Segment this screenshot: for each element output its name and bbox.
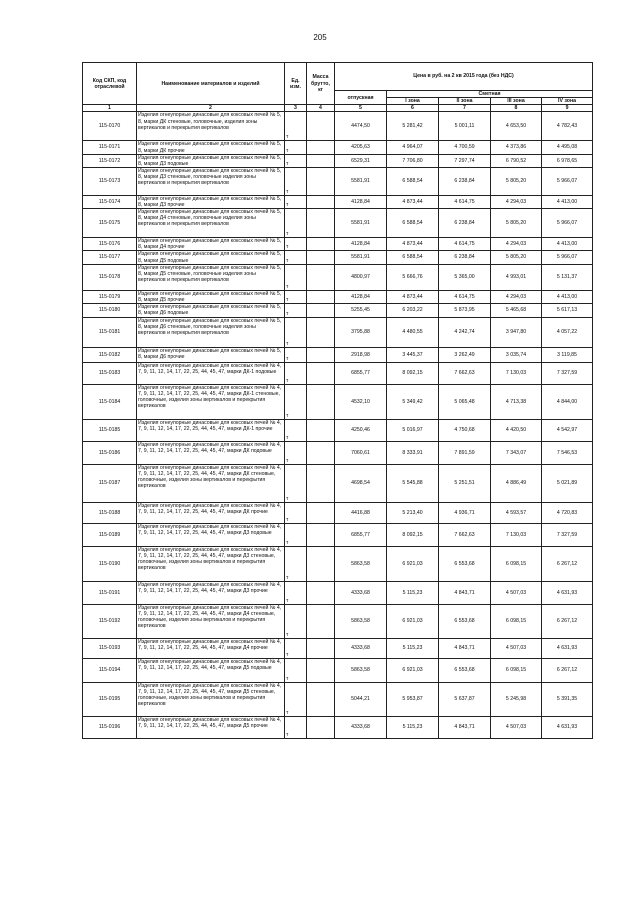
row-code: 115-0188 [83,502,137,523]
row-mass [307,604,335,638]
row-mass [307,419,335,441]
row-zone-3-price: 3 035,74 [491,347,542,362]
column-number: 4 [307,105,335,112]
row-zone-3-price: 4 713,38 [491,384,542,419]
row-unit: т [285,251,307,264]
row-zone-1-price: 4 964,07 [387,141,439,154]
row-mass [307,167,335,195]
row-zone-1-price: 8 092,15 [387,362,439,384]
row-zone-3-price: 7 130,03 [491,362,542,384]
table-row [83,141,593,154]
row-release-price: 2918,98 [335,347,387,362]
row-unit: т [285,195,307,208]
row-mass [307,238,335,251]
row-release-price: 5581,91 [335,209,387,238]
table-row [83,195,593,208]
row-zone-3-price: 6 098,15 [491,604,542,638]
row-zone-1-price: 6 921,03 [387,604,439,638]
row-zone-2-price: 4 614,75 [439,195,491,208]
row-release-price: 5581,91 [335,167,387,195]
row-unit: т [285,384,307,419]
row-code: 115-0181 [83,317,137,347]
row-zone-1-price: 5 281,42 [387,112,439,141]
row-release-price: 4250,46 [335,419,387,441]
row-code: 115-0174 [83,195,137,208]
row-unit: т [285,290,307,303]
row-zone-2-price: 4 614,75 [439,238,491,251]
row-zone-2-price: 5 001,11 [439,112,491,141]
row-unit: т [285,464,307,502]
table-row [83,167,593,195]
row-zone-4-price: 5 617,13 [542,303,593,317]
row-unit: т [285,419,307,441]
table-row [83,716,593,738]
row-mass [307,658,335,682]
row-zone-3-price: 7 130,03 [491,523,542,546]
row-zone-2-price: 4 843,71 [439,581,491,604]
row-name: Изделия огнеупорные динасовые для коксовых печей № 5, 8, марки Д5 стеновые, головочные изделия зоны вертикалов и перекрытия вертикалов [137,264,285,290]
page-number: 205 [313,33,327,42]
header-zone-3: III зона [491,98,542,105]
row-mass [307,112,335,141]
row-name: Изделия огнеупорные динасовые для коксовых печей № 5, 8, марки Д4 прочие [137,238,285,251]
row-unit: т [285,658,307,682]
row-zone-3-price: 6 790,52 [491,154,542,167]
row-zone-3-price: 7 343,07 [491,441,542,464]
row-zone-4-price: 4 413,00 [542,238,593,251]
row-zone-3-price: 4 653,50 [491,112,542,141]
header-zone-4: IV зона [542,98,593,105]
row-unit: т [285,546,307,581]
row-zone-3-price: 5 465,68 [491,303,542,317]
row-unit: т [285,141,307,154]
row-zone-4-price: 5 021,89 [542,464,593,502]
row-name: Изделия огнеупорные динасовые для коксовых печей № 4, 7, 9, 11, 12, 14, 17, 22, 25, 44, 45, 47, марки Д3 стеновые, головочные, изделия зоны вертикалов и перекрытия вертикалов [137,546,285,581]
table-row [83,264,593,290]
row-release-price: 7060,61 [335,441,387,464]
row-zone-1-price: 6 921,03 [387,546,439,581]
row-zone-2-price: 4 700,59 [439,141,491,154]
row-zone-3-price: 4 593,57 [491,502,542,523]
row-zone-1-price: 8 333,91 [387,441,439,464]
row-unit: т [285,238,307,251]
row-zone-3-price: 5 805,20 [491,251,542,264]
row-zone-4-price: 5 966,07 [542,209,593,238]
row-zone-3-price: 5 805,20 [491,167,542,195]
row-zone-2-price: 4 936,71 [439,502,491,523]
price-table [82,62,593,739]
table-row [83,238,593,251]
row-release-price: 5863,58 [335,658,387,682]
row-zone-4-price: 6 267,12 [542,546,593,581]
row-zone-2-price: 4 242,74 [439,317,491,347]
row-name: Изделия огнеупорные динасовые для коксовых печей № 4, 7, 9, 11, 12, 14, 17, 22, 25, 44, 45, 47, марки Д5 стеновые, головочные, изделия зоны вертикалов и перекрытия вертикалов [137,682,285,716]
row-zone-4-price: 4 844,00 [542,384,593,419]
column-number: 8 [491,105,542,112]
row-mass [307,303,335,317]
table-row [83,441,593,464]
header-release: отпускная [335,91,387,105]
table-row [83,682,593,716]
row-zone-4-price: 7 327,59 [542,362,593,384]
row-zone-4-price: 6 267,12 [542,604,593,638]
row-name: Изделия огнеупорные динасовые для коксовых печей № 4, 7, 9, 11, 12, 14, 17, 22, 25, 44, 45, 47, марки ДК-1 прочие [137,419,285,441]
row-zone-1-price: 6 203,22 [387,303,439,317]
row-zone-4-price: 7 546,53 [542,441,593,464]
row-code: 115-0190 [83,546,137,581]
row-zone-4-price: 4 542,97 [542,419,593,441]
table-row [83,347,593,362]
row-zone-3-price: 4 507,03 [491,638,542,658]
row-code: 115-0170 [83,112,137,141]
row-name: Изделия огнеупорные динасовые для коксовых печей № 5, 8, марки Д4 стеновые, головочные изделия зоны вертикалов и перекрытия вертикалов [137,209,285,238]
row-zone-4-price: 4 631,93 [542,716,593,738]
table-row [83,209,593,238]
table-header [83,63,593,112]
row-zone-1-price: 4 873,44 [387,195,439,208]
table-row [83,502,593,523]
row-mass [307,502,335,523]
row-zone-1-price: 4 873,44 [387,290,439,303]
row-code: 115-0186 [83,441,137,464]
row-zone-4-price: 3 119,85 [542,347,593,362]
row-zone-3-price: 5 805,20 [491,209,542,238]
table-row [83,154,593,167]
column-number: 6 [387,105,439,112]
table-body [83,112,593,739]
row-mass [307,154,335,167]
row-zone-3-price: 6 098,15 [491,658,542,682]
row-zone-4-price: 6 267,12 [542,658,593,682]
row-zone-4-price: 4 631,93 [542,581,593,604]
row-unit: т [285,154,307,167]
row-name: Изделия огнеупорные динасовые для коксовых печей № 4, 7, 9, 11, 12, 14, 17, 22, 25, 44, 45, 47, марки Д4 прочие [137,638,285,658]
row-zone-2-price: 6 553,68 [439,546,491,581]
row-zone-4-price: 4 413,00 [542,290,593,303]
row-unit: т [285,209,307,238]
row-zone-1-price: 4 873,44 [387,238,439,251]
row-zone-1-price: 5 016,97 [387,419,439,441]
row-zone-1-price: 5 545,88 [387,464,439,502]
row-zone-1-price: 5 953,87 [387,682,439,716]
row-code: 115-0195 [83,682,137,716]
header-unit: Ед. изм. [285,63,307,105]
row-release-price: 6855,77 [335,362,387,384]
row-mass [307,546,335,581]
row-mass [307,317,335,347]
column-numbers-row [83,105,593,112]
row-zone-4-price: 5 966,07 [542,251,593,264]
row-zone-4-price: 4 782,43 [542,112,593,141]
row-unit: т [285,682,307,716]
table-row [83,251,593,264]
row-name: Изделия огнеупорные динасовые для коксовых печей № 5, 8, марки Д6 прочие [137,347,285,362]
row-zone-4-price: 5 966,07 [542,167,593,195]
row-zone-3-price: 6 098,15 [491,546,542,581]
row-mass [307,251,335,264]
header-estimate: Сметная [387,91,593,98]
row-zone-2-price: 7 662,63 [439,523,491,546]
row-name: Изделия огнеупорные динасовые для коксовых печей № 5, 8, марки Д5 подовые [137,251,285,264]
row-zone-3-price: 5 245,98 [491,682,542,716]
row-unit: т [285,167,307,195]
row-unit: т [285,347,307,362]
table-row [83,112,593,141]
row-mass [307,464,335,502]
row-name: Изделия огнеупорные динасовые для коксовых печей № 4, 7, 9, 11, 12, 14, 17, 22, 25, 44, 45, 47, марки ДК прочие [137,502,285,523]
table-row [83,362,593,384]
header-zone-2: II зона [439,98,491,105]
row-zone-2-price: 5 365,00 [439,264,491,290]
row-zone-4-price: 4 413,00 [542,195,593,208]
row-zone-4-price: 5 131,37 [542,264,593,290]
row-zone-2-price: 3 262,49 [439,347,491,362]
row-release-price: 4333,68 [335,716,387,738]
row-zone-2-price: 5 065,48 [439,384,491,419]
row-unit: т [285,264,307,290]
table-row [83,290,593,303]
row-zone-4-price: 7 327,59 [542,523,593,546]
row-zone-1-price: 5 115,23 [387,638,439,658]
row-code: 115-0194 [83,658,137,682]
row-name: Изделия огнеупорные динасовые для коксовых печей № 5, 8, марки ДК стеновые, головочные, изделия зоны вертикалов и перекрытия вертикалов [137,112,285,141]
row-zone-3-price: 4 294,03 [491,238,542,251]
row-name: Изделия огнеупорные динасовые для коксовых печей № 4, 7, 9, 11, 12, 14, 17, 22, 25, 44, 45, 47, марки Д3 прочие [137,581,285,604]
row-mass [307,362,335,384]
row-zone-3-price: 4 886,49 [491,464,542,502]
row-zone-3-price: 4 373,86 [491,141,542,154]
row-mass [307,682,335,716]
row-release-price: 4416,88 [335,502,387,523]
row-code: 115-0182 [83,347,137,362]
row-mass [307,290,335,303]
row-release-price: 4333,68 [335,638,387,658]
row-zone-4-price: 4 057,22 [542,317,593,347]
row-zone-1-price: 6 588,54 [387,167,439,195]
row-zone-1-price: 3 445,37 [387,347,439,362]
row-zone-2-price: 4 750,68 [439,419,491,441]
row-zone-4-price: 4 495,08 [542,141,593,154]
row-zone-4-price: 4 720,83 [542,502,593,523]
row-zone-2-price: 4 614,75 [439,290,491,303]
row-unit: т [285,303,307,317]
row-name: Изделия огнеупорные динасовые для коксовых печей № 5, 8, марки Д3 подовые [137,154,285,167]
row-zone-1-price: 6 588,54 [387,251,439,264]
row-code: 115-0173 [83,167,137,195]
row-name: Изделия огнеупорные динасовые для коксовых печей № 5, 8, марки Д3 прочие [137,195,285,208]
column-number: 5 [335,105,387,112]
row-zone-2-price: 4 843,71 [439,638,491,658]
table-row [83,384,593,419]
row-name: Изделия огнеупорные динасовые для коксовых печей № 5, 8, марки Д5 прочие [137,290,285,303]
row-code: 115-0178 [83,264,137,290]
row-zone-1-price: 6 921,03 [387,658,439,682]
row-unit: т [285,441,307,464]
row-zone-1-price: 5 666,76 [387,264,439,290]
table-row [83,546,593,581]
row-code: 115-0179 [83,290,137,303]
column-number: 2 [137,105,285,112]
row-mass [307,638,335,658]
row-unit: т [285,502,307,523]
row-zone-3-price: 3 947,80 [491,317,542,347]
row-name: Изделия огнеупорные динасовые для коксовых печей № 5, 8, марки Д3 стеновые, головочные изделия зоны вертикалов и перекрытия вертикалов [137,167,285,195]
row-code: 115-0193 [83,638,137,658]
row-release-price: 6529,31 [335,154,387,167]
row-zone-2-price: 7 662,63 [439,362,491,384]
row-zone-1-price: 5 349,42 [387,384,439,419]
row-code: 115-0189 [83,523,137,546]
row-release-price: 5255,45 [335,303,387,317]
row-release-price: 4128,84 [335,195,387,208]
row-release-price: 5581,91 [335,251,387,264]
row-code: 115-0175 [83,209,137,238]
table-row [83,658,593,682]
table-row [83,638,593,658]
row-release-price: 5863,58 [335,546,387,581]
row-zone-1-price: 5 115,23 [387,581,439,604]
row-name: Изделия огнеупорные динасовые для коксовых печей № 4, 7, 9, 11, 12, 14, 17, 22, 25, 44, 45, 47, марки ДК подовые [137,441,285,464]
row-code: 115-0187 [83,464,137,502]
table-row [83,523,593,546]
row-code: 115-0191 [83,581,137,604]
row-release-price: 5863,58 [335,604,387,638]
row-zone-2-price: 4 843,71 [439,716,491,738]
row-zone-4-price: 5 391,35 [542,682,593,716]
row-zone-3-price: 4 294,03 [491,290,542,303]
row-code: 115-0184 [83,384,137,419]
row-unit: т [285,317,307,347]
row-name: Изделия огнеупорные динасовые для коксовых печей № 4, 7, 9, 11, 12, 14, 17, 22, 25, 44, 45, 47, марки Д3 подовые [137,523,285,546]
row-zone-4-price: 6 978,65 [542,154,593,167]
row-release-price: 4800,97 [335,264,387,290]
row-mass [307,209,335,238]
row-zone-3-price: 4 993,01 [491,264,542,290]
row-unit: т [285,716,307,738]
row-zone-1-price: 8 092,15 [387,523,439,546]
row-zone-3-price: 4 507,03 [491,716,542,738]
header-price: Цена в руб. на 2 кв 2015 года (без НДС) [335,63,593,91]
header-code: Код СКП, код отраслевой [83,63,137,105]
row-unit: т [285,112,307,141]
row-zone-2-price: 6 553,68 [439,658,491,682]
table-row [83,464,593,502]
row-name: Изделия огнеупорные динасовые для коксовых печей № 4, 7, 9, 11, 12, 14, 17, 22, 25, 44, 45, 47, марки ДК-1 подовые [137,362,285,384]
table-row [83,317,593,347]
row-release-price: 4474,50 [335,112,387,141]
row-mass [307,347,335,362]
row-zone-1-price: 5 213,40 [387,502,439,523]
table-row [83,419,593,441]
row-unit: т [285,362,307,384]
row-unit: т [285,523,307,546]
row-code: 115-0185 [83,419,137,441]
row-zone-2-price: 6 238,84 [439,251,491,264]
table-row [83,604,593,638]
table-row [83,581,593,604]
row-zone-1-price: 5 115,23 [387,716,439,738]
row-zone-3-price: 4 507,03 [491,581,542,604]
column-number: 1 [83,105,137,112]
row-zone-3-price: 4 294,03 [491,195,542,208]
row-name: Изделия огнеупорные динасовые для коксовых печей № 4, 7, 9, 11, 12, 14, 17, 22, 25, 44, 45, 47, марки ДК-1 стеновые, головочные, изделия зоны вертикалов и перекрытия вертикалов [137,384,285,419]
row-mass [307,523,335,546]
row-mass [307,716,335,738]
column-number: 9 [542,105,593,112]
table-row [83,303,593,317]
row-name: Изделия огнеупорные динасовые для коксовых печей № 4, 7, 9, 11, 12, 14, 17, 22, 25, 44, 45, 47, марки Д5 подовые [137,658,285,682]
row-zone-2-price: 6 238,84 [439,167,491,195]
row-zone-2-price: 7 891,59 [439,441,491,464]
column-number: 7 [439,105,491,112]
row-unit: т [285,638,307,658]
row-release-price: 5044,21 [335,682,387,716]
row-code: 115-0180 [83,303,137,317]
row-zone-2-price: 6 553,68 [439,604,491,638]
row-code: 115-0171 [83,141,137,154]
row-zone-2-price: 6 238,84 [439,209,491,238]
row-name: Изделия огнеупорные динасовые для коксовых печей № 5, 8, марки Д6 подовые [137,303,285,317]
row-mass [307,581,335,604]
row-unit: т [285,581,307,604]
row-release-price: 4532,10 [335,384,387,419]
row-release-price: 4128,84 [335,290,387,303]
row-zone-3-price: 4 420,50 [491,419,542,441]
row-release-price: 4333,68 [335,581,387,604]
row-mass [307,195,335,208]
row-release-price: 4205,63 [335,141,387,154]
row-zone-2-price: 7 297,74 [439,154,491,167]
row-mass [307,384,335,419]
header-name: Наименование материалов и изделий [137,63,285,105]
column-number: 3 [285,105,307,112]
row-code: 115-0192 [83,604,137,638]
row-unit: т [285,604,307,638]
row-code: 115-0183 [83,362,137,384]
row-zone-2-price: 5 251,51 [439,464,491,502]
row-code: 115-0177 [83,251,137,264]
header-mass: Масса брутто, кг [307,63,335,105]
row-release-price: 4698,54 [335,464,387,502]
row-zone-4-price: 4 631,93 [542,638,593,658]
row-release-price: 6855,77 [335,523,387,546]
row-code: 115-0176 [83,238,137,251]
row-zone-1-price: 6 588,54 [387,209,439,238]
row-name: Изделия огнеупорные динасовые для коксовых печей № 5, 8, марки ДК прочие [137,141,285,154]
header-zone-1: I зона [387,98,439,105]
row-name: Изделия огнеупорные динасовые для коксовых печей № 4, 7, 9, 11, 12, 14, 17, 22, 25, 44, 45, 47, марки ДК стеновые, головочные, изделия зоны вертикалов и перекрытия вертикалов [137,464,285,502]
row-mass [307,441,335,464]
row-zone-2-price: 5 873,95 [439,303,491,317]
row-name: Изделия огнеупорные динасовые для коксовых печей № 4, 7, 9, 11, 12, 14, 17, 22, 25, 44, 45, 47, марки Д4 стеновые, головочные, изделия зоны вертикалов и перекрытия вертикалов [137,604,285,638]
row-release-price: 3795,88 [335,317,387,347]
row-zone-1-price: 7 706,80 [387,154,439,167]
row-mass [307,141,335,154]
row-name: Изделия огнеупорные динасовые для коксовых печей № 5, 8, марки Д6 стеновые, головочные изделия зоны вертикалов и перекрытия вертикалов [137,317,285,347]
row-mass [307,264,335,290]
row-zone-2-price: 5 637,87 [439,682,491,716]
row-code: 115-0172 [83,154,137,167]
row-code: 115-0196 [83,716,137,738]
row-name: Изделия огнеупорные динасовые для коксовых печей № 4, 7, 9, 11, 12, 14, 17, 22, 25, 44, 45, 47, марки Д5 прочие [137,716,285,738]
row-release-price: 4128,84 [335,238,387,251]
row-zone-1-price: 4 480,55 [387,317,439,347]
